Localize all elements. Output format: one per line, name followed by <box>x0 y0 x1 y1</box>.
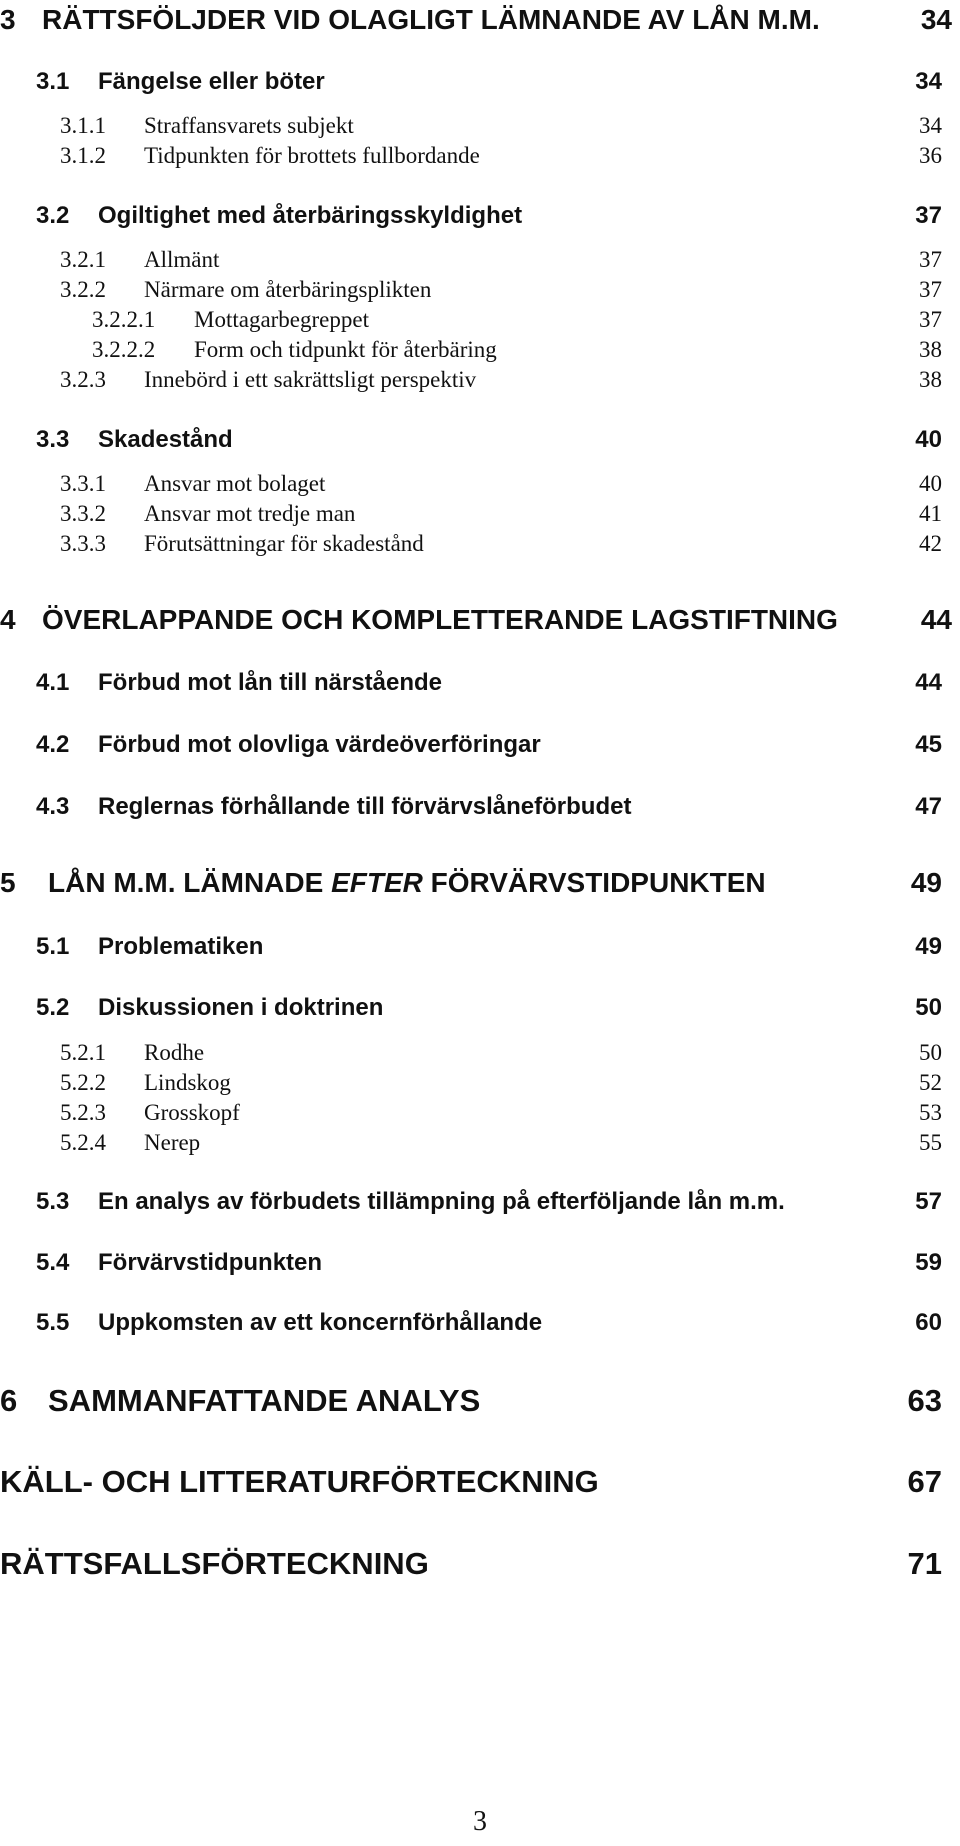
toc-title: Problematiken <box>98 933 264 960</box>
toc-number: 4.3 <box>36 793 70 820</box>
toc-title-part: LÅN M.M. LÄMNADE <box>48 867 332 898</box>
toc-page: 57 <box>915 1188 942 1215</box>
toc-number: 3.1 <box>36 68 70 95</box>
toc-page: 55 <box>919 1130 942 1155</box>
toc-title: Mottagarbegreppet <box>194 307 369 332</box>
toc-number: 3.2 <box>36 202 70 229</box>
toc-number: 5.2.3 <box>60 1100 106 1125</box>
toc-title: Reglernas förhållande till förvärvslåneförbudet <box>98 793 632 820</box>
toc-page: 45 <box>915 731 942 758</box>
toc-page: 38 <box>919 367 942 392</box>
toc-page: 67 <box>907 1464 942 1499</box>
toc-title: SAMMANFATTANDE ANALYS <box>48 1383 481 1418</box>
toc-number: 5.2.4 <box>60 1130 106 1155</box>
toc-title: KÄLL- OCH LITTERATURFÖRTECKNING <box>0 1464 599 1499</box>
toc-page: 41 <box>919 501 942 526</box>
toc-number: 3.3.1 <box>60 471 106 496</box>
toc-page: 34 <box>915 68 942 95</box>
toc-number: 6 <box>0 1383 18 1418</box>
toc-title: Ansvar mot tredje man <box>144 501 356 526</box>
toc-number: 5.1 <box>36 933 70 960</box>
toc-title: Lindskog <box>144 1070 231 1095</box>
toc-number: 4.1 <box>36 669 70 696</box>
toc-title: Rodhe <box>144 1040 205 1065</box>
toc-page: 53 <box>919 1100 942 1125</box>
toc-number: 3.3.2 <box>60 501 106 526</box>
toc-number: 3 <box>0 4 16 35</box>
toc-number: 3.2.3 <box>60 367 106 392</box>
toc-number: 5.3 <box>36 1188 70 1215</box>
toc-number: 4 <box>0 604 16 635</box>
toc-page: 36 <box>919 143 942 168</box>
toc-page: 47 <box>915 793 942 820</box>
toc-number: 3.2.1 <box>60 247 106 272</box>
toc-number: 3.3 <box>36 426 70 453</box>
toc-title: Innebörd i ett sakrättsligt perspektiv <box>144 367 477 392</box>
toc-number: 5.2.1 <box>60 1040 106 1065</box>
toc-page: 49 <box>910 867 942 898</box>
toc-title: RÄTTSFÖLJDER VID OLAGLIGT LÄMNANDE AV LÅN M.M. <box>42 4 820 35</box>
toc-title: Skadestånd <box>98 426 233 453</box>
toc-title: Allmänt <box>144 247 220 272</box>
toc-page: 49 <box>915 933 942 960</box>
toc-number: 4.2 <box>36 731 70 758</box>
toc-page: 50 <box>915 994 942 1021</box>
toc-page: 44 <box>920 604 952 635</box>
toc-number: 5.2.2 <box>60 1070 106 1095</box>
toc-title: Nerep <box>144 1130 201 1155</box>
toc-page: 40 <box>915 426 942 453</box>
toc-number: 5.2 <box>36 994 70 1021</box>
toc-title: Förbud mot olovliga värdeöverföringar <box>98 731 541 758</box>
toc-page: 44 <box>915 669 942 696</box>
toc-number: 5.5 <box>36 1309 70 1336</box>
toc-page: 59 <box>915 1249 942 1276</box>
toc-title: Förbud mot lån till närstående <box>98 669 443 696</box>
toc-page: 38 <box>919 337 942 362</box>
toc-title: Grosskopf <box>144 1100 240 1125</box>
toc-title <box>48 867 766 899</box>
toc-title: RÄTTSFALLSFÖRTECKNING <box>0 1546 429 1581</box>
toc-number: 3.3.3 <box>60 531 106 556</box>
toc-title: Förvärvstidpunkten <box>98 1249 323 1276</box>
toc-title: Ogiltighet med återbäringsskyldighet <box>98 202 523 229</box>
toc-page: 37 <box>919 277 942 302</box>
toc-title: Närmare om återbäringsplikten <box>144 277 432 302</box>
toc-title: Diskussionen i doktrinen <box>98 994 384 1021</box>
toc-title: Fängelse eller böter <box>98 68 325 95</box>
toc-page: 40 <box>919 471 942 496</box>
toc-page: 71 <box>907 1546 942 1581</box>
toc-title-part: FÖRVÄRVSTIDPUNKTEN <box>422 867 766 898</box>
toc-number: 5.4 <box>36 1249 70 1276</box>
toc-page: 60 <box>915 1309 942 1336</box>
toc-title: En analys av förbudets tillämpning på efterföljande lån m.m. <box>98 1188 785 1215</box>
toc-title: Ansvar mot bolaget <box>144 471 326 496</box>
toc-title: Uppkomsten av ett koncernförhållande <box>98 1309 543 1336</box>
toc-title: Form och tidpunkt för återbäring <box>194 337 497 362</box>
toc-number: 3.1.2 <box>60 143 106 168</box>
toc-number: 3.2.2.2 <box>92 337 156 362</box>
toc-number: 5 <box>0 867 16 898</box>
toc-page: 63 <box>907 1383 942 1418</box>
toc-page: 37 <box>919 247 942 272</box>
toc-page: 37 <box>919 307 942 332</box>
toc-page: 50 <box>919 1040 942 1065</box>
toc-title: ÖVERLAPPANDE OCH KOMPLETTERANDE LAGSTIFTNING <box>42 604 838 635</box>
toc-page: 52 <box>919 1070 942 1095</box>
toc-title: Förutsättningar för skadestånd <box>144 531 424 556</box>
toc-title-emphasis: EFTER <box>331 867 423 898</box>
toc-number: 3.2.2 <box>60 277 106 302</box>
page-number: 3 <box>473 1806 487 1837</box>
toc-page: 34 <box>920 4 952 35</box>
toc-number: 3.2.2.1 <box>92 307 156 332</box>
toc-number: 3.1.1 <box>60 113 106 138</box>
toc-page: 42 <box>919 531 942 556</box>
toc-page: 34 <box>919 113 942 138</box>
toc-page: 37 <box>915 202 942 229</box>
toc-title: Tidpunkten för brottets fullbordande <box>144 143 480 168</box>
toc-title: Straffansvarets subjekt <box>144 113 354 138</box>
